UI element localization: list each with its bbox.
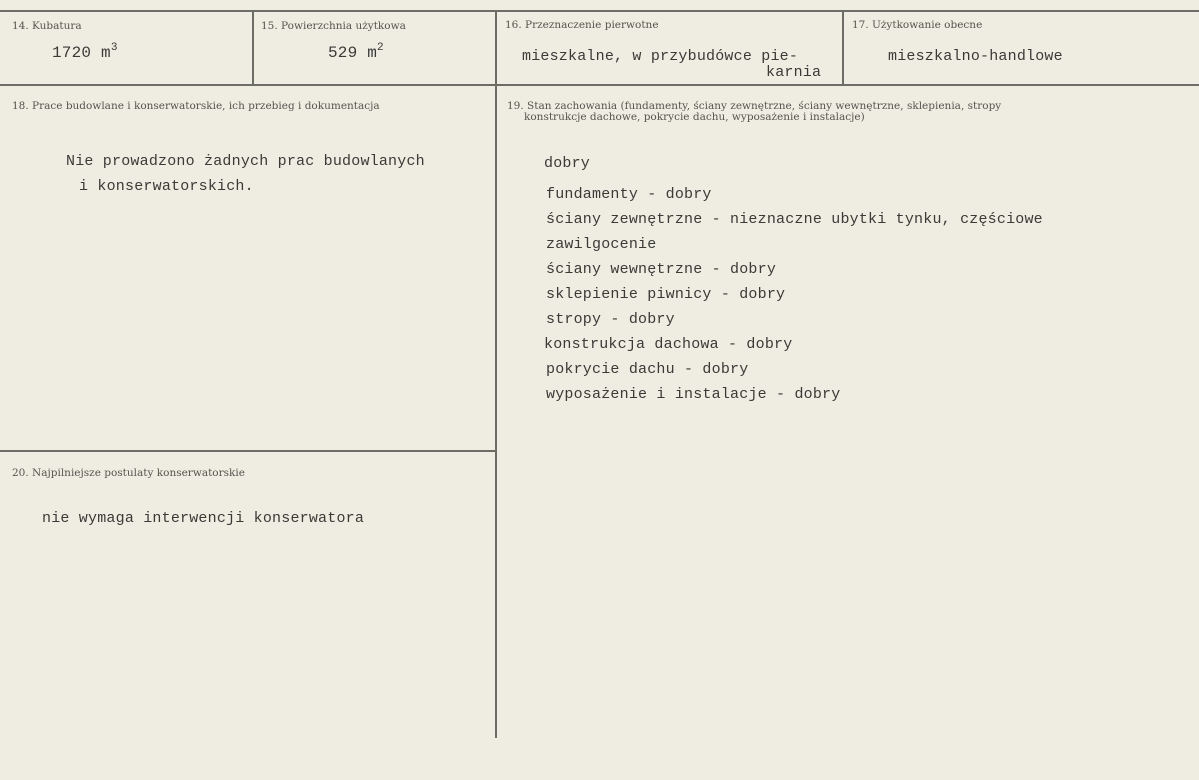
field-15-value (328, 44, 384, 62)
field-19-line-6: sklepienie piwnicy - dobry (546, 286, 786, 303)
field-18-line-2: i konserwatorskich. (79, 178, 254, 195)
field-17-label: 17. Użytkowanie obecne (852, 19, 983, 31)
field-15-label: 15. Powierzchnia użytkowa (261, 20, 406, 32)
divider-main (495, 10, 497, 738)
field-20-label: 20. Najpilniejsze postulaty konserwatorskie (12, 467, 245, 479)
field-19-line-10: wyposażenie i instalacje - dobry (546, 386, 841, 403)
field-19-line-5: ściany wewnętrzne - dobry (546, 261, 777, 278)
field-15-exponent: 2 (377, 42, 384, 54)
field-16-value-line1: mieszkalne, w przybudówce pie- (522, 48, 799, 65)
field-19-line-1: dobry (544, 155, 591, 172)
field-19-line-7: stropy - dobry (546, 311, 675, 328)
field-18-line-1: Nie prowadzono żadnych prac budowlanych (66, 153, 425, 170)
field-14-exponent: 3 (110, 42, 118, 54)
field-15-number: 529 m (328, 44, 378, 62)
divider-14-15 (252, 10, 254, 86)
field-18-label: 18. Prace budowlane i konserwatorskie, ich przebieg i dokumentacja (12, 100, 380, 112)
top-border (0, 10, 1199, 12)
field-14-label: 14. Kubatura (12, 20, 82, 32)
field-19-line-8: konstrukcja dachowa - dobry (544, 336, 793, 353)
field-19-line-3: ściany zewnętrzne - nieznaczne ubytki tynku, częściowe (546, 211, 1043, 228)
field-19-line-4: zawilgocenie (546, 236, 657, 253)
field-20-value: nie wymaga interwencji konserwatora (42, 510, 365, 527)
field-17-value: mieszkalno-handlowe (888, 48, 1063, 65)
row1-bottom-border (0, 84, 1199, 86)
field-19-label-line1: 19. Stan zachowania (fundamenty, ściany zewnętrzne, ściany wewnętrzne, sklepienia, stropy (507, 100, 1002, 112)
field-19-label-line2: konstrukcje dachowe, pokrycie dachu, wyposażenie i instalacje) (524, 111, 865, 123)
field-19-line-2: fundamenty - dobry (546, 186, 712, 203)
field-19-line-9: pokrycie dachu - dobry (546, 361, 749, 378)
row2-left-bottom-border (0, 450, 497, 452)
divider-16-17 (842, 10, 844, 86)
field-16-label: 16. Przeznaczenie pierwotne (505, 19, 659, 31)
field-14-number: 1720 m (52, 44, 111, 62)
field-14-value (52, 44, 118, 62)
field-16-value-line2: karnia (766, 64, 822, 81)
